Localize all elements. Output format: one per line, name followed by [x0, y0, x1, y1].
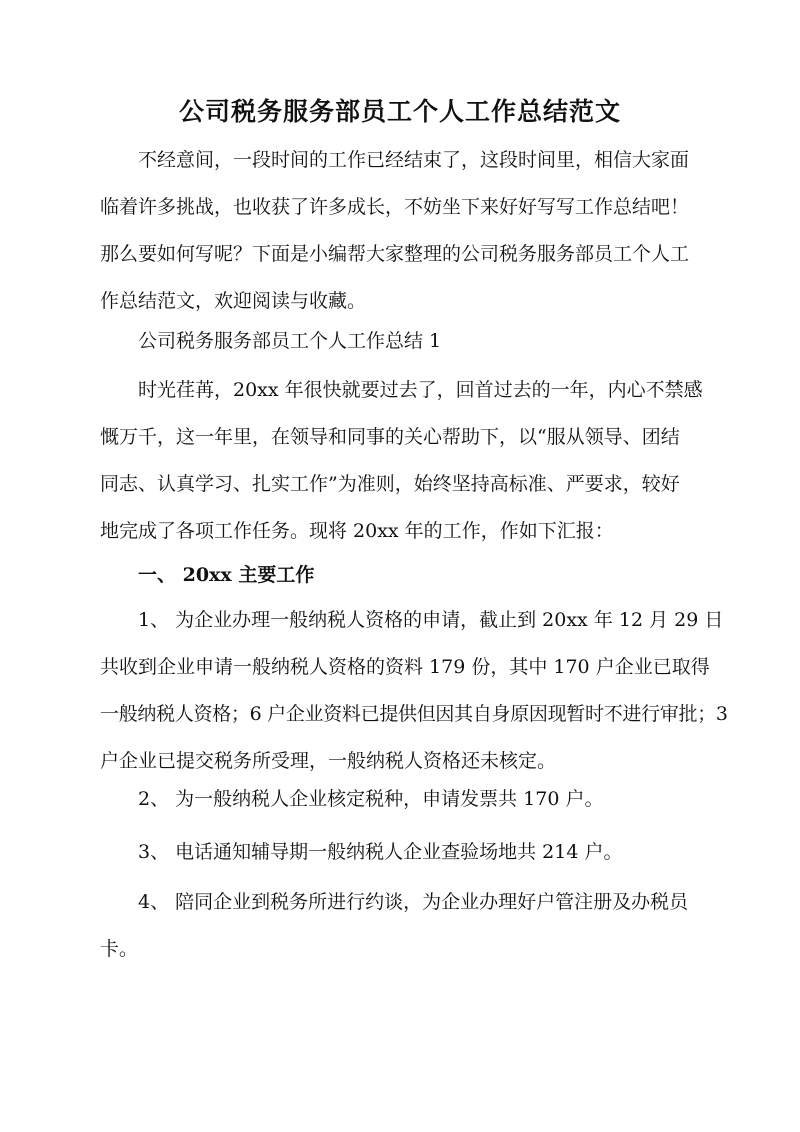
intro-line: 临着许多挑战，也收获了许多成长，不妨坐下来好好写写工作总结吧！: [100, 196, 690, 218]
list-item: [100, 597, 728, 785]
body-line: 时光荏苒，20xx 年很快就要过去了，回首过去的一年，内心不禁感: [138, 379, 703, 401]
body-line: 同志、认真学习、扎实工作”为准则，始终坚持高标准、严要求，较好: [100, 473, 680, 495]
list-item-line: 一般纳税人资格；6 户企业资料已提供但因其自身原因现暂时不进行审批；3: [100, 703, 728, 725]
list-item: 2、 为一般纳税人企业核定税种，申请发票共 170 户。: [138, 788, 604, 810]
intro-line: 作总结范文，欢迎阅读与收藏。: [100, 290, 367, 312]
intro-line: 那么要如何写呢？下面是小编帮大家整理的公司税务服务部员工个人工: [100, 243, 690, 265]
list-item-line: 户企业已提交税务所受理，一般纳税人资格还未核定。: [100, 750, 557, 772]
body-line: 地完成了各项工作任务。现将 20xx 年的工作，作如下汇报：: [100, 520, 614, 542]
list-item: [100, 879, 704, 973]
section-heading: 一、 20xx 主要工作: [138, 564, 315, 586]
intro-paragraph: [100, 137, 704, 325]
section-title: 公司税务服务部员工个人工作总结 1: [138, 330, 442, 352]
document-title: 公司税务服务部员工个人工作总结范文: [178, 97, 621, 126]
body-line: 慨万千，这一年里，在领导和同事的关心帮助下，以“服从领导、团结: [100, 426, 680, 448]
list-item-line: 4、 陪同企业到税务所进行约谈，为企业办理好户管注册及办税员: [138, 891, 689, 913]
body-paragraph: [100, 367, 704, 555]
intro-line: 不经意间，一段时间的工作已经结束了，这段时间里，相信大家面: [138, 149, 690, 171]
list-item-line: 卡。: [100, 938, 139, 960]
list-item-line: 1、 为企业办理一般纳税人资格的申请，截止到 20xx 年 12 月 29 日: [138, 609, 724, 631]
list-item-line: 共收到企业申请一般纳税人资格的资料 179 份，其中 170 户企业已取得: [100, 656, 710, 678]
list-item: 3、 电话通知辅导期一般纳税人企业查验场地共 214 户。: [138, 841, 623, 863]
